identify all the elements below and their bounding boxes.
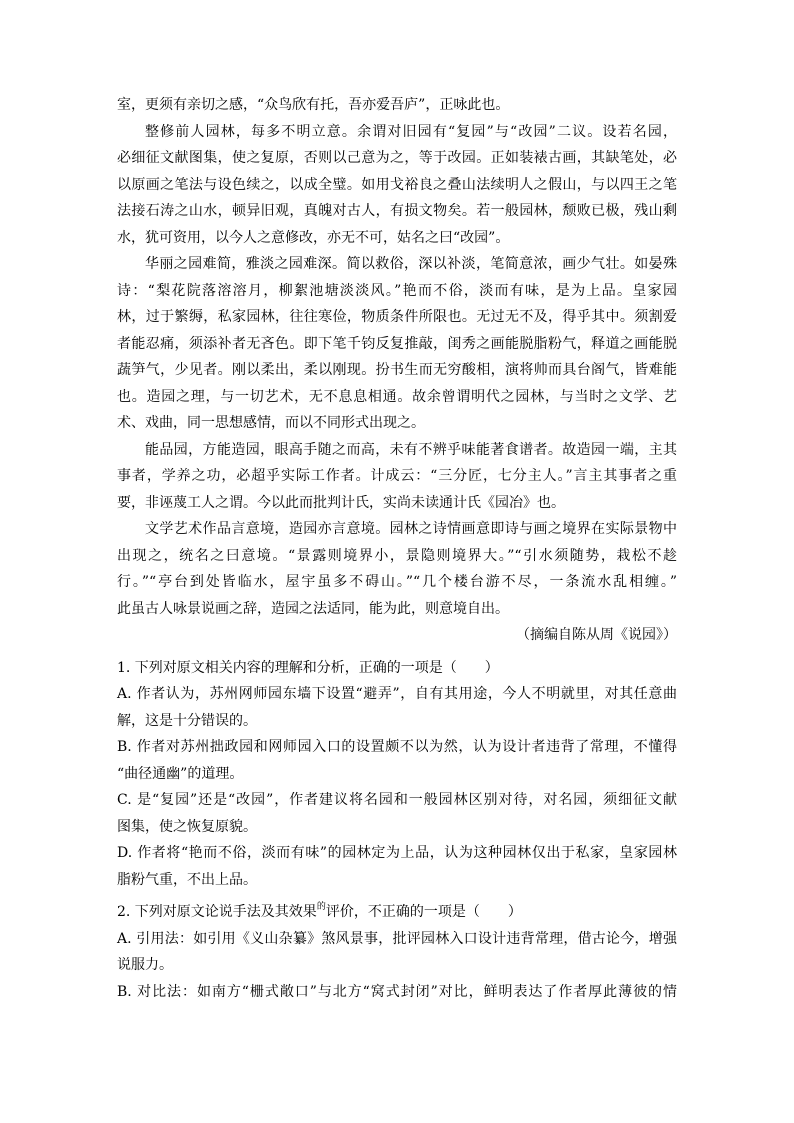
option-a: A. 引用法：如引用《义山杂纂》煞风景事，批评园林入口设计违背常理，借古论今，增强 — [117, 930, 677, 947]
text-line: 法接石涛之山水，顿异旧观，真魄对古人，有损文物矣。若一般园林，颓败已极，残山剩 — [117, 203, 677, 219]
text-line: 要，非诬蔑工人之谓。今以此而批判计氏，实尚未读通计氏《园冶》也。 — [117, 494, 565, 511]
text-line: 出现之，统名之曰意境。“景露则境界小，景隐则境界大。”“引水须随势，栽松不趁 — [117, 547, 677, 564]
text-line: 室，更须有亲切之感，“众鸟欣有托，吾亦爱吾庐”，正咏此也。 — [117, 97, 510, 113]
text-line: 能品园，方能造园，眼高手随之而高，未有不辨乎味能著食谱者。故造园一端，主其 — [145, 441, 677, 458]
paragraph — [117, 437, 677, 517]
option-c-cont: 图集，使之恢复原貌。 — [117, 818, 257, 835]
document-page — [117, 92, 677, 1005]
option-b: B. 对比法：如南方“栅式敞口”与北方“窝式封闭”对比，鲜明表达了作者厚此薄彼的情 — [117, 983, 677, 1000]
question-2 — [117, 899, 677, 1005]
text-line: 行。”“亭台到处皆临水，屋宇虽多不碍山。”“几个楼台游不尽，一条流水乱相缠。” — [117, 574, 677, 590]
option-d-cont: 脂粉气重，不出上品。 — [117, 871, 257, 888]
paragraph — [117, 516, 677, 622]
text-line: 必细征文献图集，使之复原，否则以己意为之，等于改园。正如装裱古画，其缺笔处，必 — [117, 150, 677, 166]
text-line: 术、戏曲，同一思想感情，而以不同形式出现之。 — [117, 415, 425, 431]
text-line: 整修前人园林，每多不明立意。余谓对旧园有“复园”与“改园”二议。设若名园， — [145, 123, 677, 140]
option-b-cont: “曲径通幽”的道理。 — [117, 765, 244, 782]
text-line: 华丽之园难简，雅淡之园难深。简以救俗，深以补淡，笔简意浓，画少气壮。如晏殊 — [145, 256, 677, 272]
text-line: 也。造园之理，与一切艺术，无不息息相通。故余曾谓明代之园林，与当时之文学、艺 — [117, 388, 677, 405]
stem-superscript: 的 — [316, 902, 326, 912]
question-stem — [117, 899, 677, 926]
source-citation: （摘编自陈从周《说园》） — [516, 627, 677, 643]
option-a-cont: 解，这是十分错误的。 — [117, 712, 257, 729]
option-c: C. 是“复园”还是“改园”，作者建议将名园和一般园林区别对待，对名园，须细征文献 — [117, 792, 677, 808]
text-line: 诗：“梨花院落溶溶月，柳絮池塘淡淡风。”艳而不俗，淡而有味，是为上品。皇家园 — [117, 282, 677, 299]
text-line: 此虽古人咏景说画之辞，造园之法适同，能为此，则意境自出。 — [117, 600, 509, 617]
option-a-cont: 说服力。 — [117, 957, 173, 973]
stem-text: 评价，不正确的一项是（ ） — [325, 904, 522, 920]
paragraph — [117, 92, 677, 119]
paragraph — [117, 251, 677, 437]
option-a: A. 作者认为，苏州网师园东墙下设置“避弄”，自有其用途，今人不明就里，对其任意曲 — [117, 686, 677, 702]
text-line: 蔬笋气，少见者。刚以柔出，柔以刚现。扮书生而无穷酸相，演将帅而具台阁气，皆难能 — [117, 362, 677, 378]
paragraph — [117, 119, 677, 252]
stem-text: 2. 下列对原文论说手法及其效果 — [117, 904, 317, 920]
option-d: D. 作者将“艳而不俗，淡而有味”的园林定为上品，认为这种园林仅出于私家，皇家园林 — [117, 845, 677, 861]
text-line: 者能忍痛，须添补者无吝色。即下笔千钧反复推敲，闺秀之画能脱脂粉气，释道之画能脱 — [117, 335, 677, 352]
text-line: 水，犹可资用，以今人之意修改，亦无不可，姑名之曰“改园”。 — [117, 229, 510, 246]
text-line: 事者，学养之功，必超乎实际工作者。计成云：“三分匠，七分主人。”言主其事者之重 — [117, 468, 677, 484]
question-stem: 1. 下列对原文相关内容的理解和分析，正确的一项是（ ） — [117, 659, 499, 676]
option-b: B. 作者对苏州拙政园和网师园入口的设置颇不以为然，认为设计者违背了常理，不懂得 — [117, 739, 677, 755]
text-line: 以原画之笔法与设色续之，以成全璧。如用戈裕良之叠山法续明人之假山，与以四王之笔 — [117, 176, 677, 193]
text-line: 林，过于繁缛，私家园林，往往寒俭，物质条件所限也。无过无不及，得乎其中。须割爱 — [117, 309, 677, 325]
question-1 — [117, 655, 677, 894]
text-line: 文学艺术作品言意境，造园亦言意境。园林之诗情画意即诗与画之境界在实际景物中 — [145, 521, 677, 537]
